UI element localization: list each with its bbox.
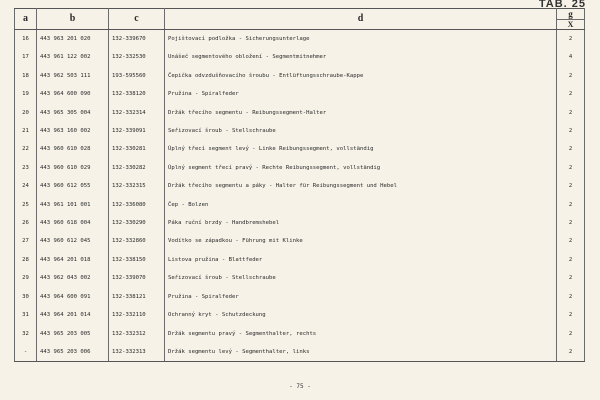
column-header-g (557, 9, 585, 30)
row-position: 23 (15, 159, 37, 177)
table-row (15, 214, 585, 232)
row-quantity: 4 (557, 48, 585, 66)
row-catalog-number: 132-332312 (109, 325, 165, 343)
row-description: Čep - Bolzen (165, 196, 557, 214)
row-catalog-number: 132-332314 (109, 104, 165, 122)
row-catalog-number: 132-332313 (109, 343, 165, 362)
parts-table (14, 8, 585, 362)
row-quantity: 2 (557, 159, 585, 177)
table-row (15, 140, 585, 158)
row-part-number: 443 960 618 004 (37, 214, 109, 232)
row-position: 28 (15, 251, 37, 269)
row-position: 21 (15, 122, 37, 140)
row-quantity: 2 (557, 232, 585, 250)
row-catalog-number: 193-595560 (109, 67, 165, 85)
row-position: 25 (15, 196, 37, 214)
row-part-number: 443 961 122 002 (37, 48, 109, 66)
table-header (15, 9, 585, 30)
row-catalog-number: 132-332110 (109, 306, 165, 324)
row-position: 24 (15, 177, 37, 195)
row-catalog-number: 132-339670 (109, 30, 165, 49)
row-quantity: 2 (557, 288, 585, 306)
row-part-number: 443 960 610 028 (37, 140, 109, 158)
row-position: 20 (15, 104, 37, 122)
row-description: Úplný třecí segment levý - Linke Reibungssegment, vollständig (165, 140, 557, 158)
row-quantity: 2 (557, 104, 585, 122)
row-description: Čepička odvzdušňovacího šroubu - Entlüftungsschraube-Kappe (165, 67, 557, 85)
row-position: 19 (15, 85, 37, 103)
row-quantity: 2 (557, 196, 585, 214)
row-position: - (15, 343, 37, 362)
row-description: Vodítko se západkou - Führung mit Klinke (165, 232, 557, 250)
table-row (15, 288, 585, 306)
row-part-number: 443 962 503 111 (37, 67, 109, 85)
row-part-number: 443 961 101 001 (37, 196, 109, 214)
column-header-b: b (37, 9, 109, 30)
table-row (15, 30, 585, 49)
row-catalog-number: 132-330282 (109, 159, 165, 177)
row-quantity: 2 (557, 177, 585, 195)
table-row (15, 196, 585, 214)
row-position: 18 (15, 67, 37, 85)
row-catalog-number: 132-332315 (109, 177, 165, 195)
column-header-a: a (15, 9, 37, 30)
table-row (15, 85, 585, 103)
row-part-number: 443 965 305 004 (37, 104, 109, 122)
row-description: Pružina - Spiralfeder (165, 85, 557, 103)
row-part-number: 443 964 600 090 (37, 85, 109, 103)
row-part-number: 443 964 600 091 (37, 288, 109, 306)
row-description: Listova pružina - Blattfeder (165, 251, 557, 269)
row-part-number: 443 960 612 045 (37, 232, 109, 250)
table-row (15, 159, 585, 177)
row-part-number: 443 962 043 002 (37, 269, 109, 287)
table-body (15, 30, 585, 362)
row-catalog-number: 132-339091 (109, 122, 165, 140)
row-description: Držák třecího segmentu - Reibungssegment-Halter (165, 104, 557, 122)
row-catalog-number: 132-338121 (109, 288, 165, 306)
row-description: Páka ruční brzdy - Handbremshebel (165, 214, 557, 232)
table-row (15, 122, 585, 140)
table-row (15, 325, 585, 343)
row-catalog-number: 132-332530 (109, 48, 165, 66)
row-catalog-number: 132-330281 (109, 140, 165, 158)
row-quantity: 2 (557, 325, 585, 343)
row-quantity: 2 (557, 251, 585, 269)
row-position: 31 (15, 306, 37, 324)
row-part-number: 443 965 203 005 (37, 325, 109, 343)
row-position: 17 (15, 48, 37, 66)
row-catalog-number: 132-336080 (109, 196, 165, 214)
row-description: Seřizovací šroub - Stellschraube (165, 122, 557, 140)
row-quantity: 2 (557, 269, 585, 287)
row-description: Unášeč segmentového obložení - Segmentmitnehmer (165, 48, 557, 66)
row-quantity: 2 (557, 67, 585, 85)
row-description: Držák segmentu levý - Segmenthalter, links (165, 343, 557, 362)
table-row (15, 232, 585, 250)
row-catalog-number: 132-330290 (109, 214, 165, 232)
row-part-number: 443 963 201 020 (37, 30, 109, 49)
table-row (15, 251, 585, 269)
row-description: Držák třecího segmentu a páky - Halter für Reibungssegment und Hebel (165, 177, 557, 195)
row-catalog-number: 132-332860 (109, 232, 165, 250)
row-quantity: 2 (557, 122, 585, 140)
row-catalog-number: 132-339070 (109, 269, 165, 287)
table-row (15, 269, 585, 287)
row-position: 27 (15, 232, 37, 250)
row-position: 16 (15, 30, 37, 49)
table-row (15, 67, 585, 85)
row-description: Pojištovací podložka - Sicherungsunterlage (165, 30, 557, 49)
row-description: Držák segmentu pravý - Segmenthalter, rechts (165, 325, 557, 343)
table-row (15, 306, 585, 324)
column-header-c: c (109, 9, 165, 30)
row-quantity: 2 (557, 85, 585, 103)
row-part-number: 443 963 160 002 (37, 122, 109, 140)
table-row (15, 177, 585, 195)
row-quantity: 2 (557, 214, 585, 232)
row-position: 26 (15, 214, 37, 232)
row-position: 29 (15, 269, 37, 287)
row-position: 22 (15, 140, 37, 158)
table-row (15, 104, 585, 122)
row-position: 32 (15, 325, 37, 343)
table-row (15, 343, 585, 362)
row-quantity: 2 (557, 343, 585, 362)
row-catalog-number: 132-338120 (109, 85, 165, 103)
row-part-number: 443 964 201 018 (37, 251, 109, 269)
column-header-g-bottom: X (567, 20, 574, 29)
row-part-number: 443 960 612 055 (37, 177, 109, 195)
row-catalog-number: 132-338150 (109, 251, 165, 269)
row-quantity: 2 (557, 140, 585, 158)
row-description: Seřizovací šroub - Stellschraube (165, 269, 557, 287)
row-description: Pružina - Spiralfeder (165, 288, 557, 306)
row-part-number: 443 964 201 014 (37, 306, 109, 324)
table-row (15, 48, 585, 66)
row-part-number: 443 960 610 029 (37, 159, 109, 177)
row-description: Úplný segment třecí pravý - Rechte Reibungssegment, vollständig (165, 159, 557, 177)
row-position: 30 (15, 288, 37, 306)
row-part-number: 443 965 203 006 (37, 343, 109, 362)
row-description: Ochranný kryt - Schutzdeckung (165, 306, 557, 324)
row-quantity: 2 (557, 306, 585, 324)
row-quantity: 2 (557, 30, 585, 49)
column-header-d: d (165, 9, 557, 30)
column-header-g-top: g (557, 9, 584, 20)
page-number: - 75 - (289, 383, 311, 390)
table-number: TAB. 25 (538, 0, 586, 10)
